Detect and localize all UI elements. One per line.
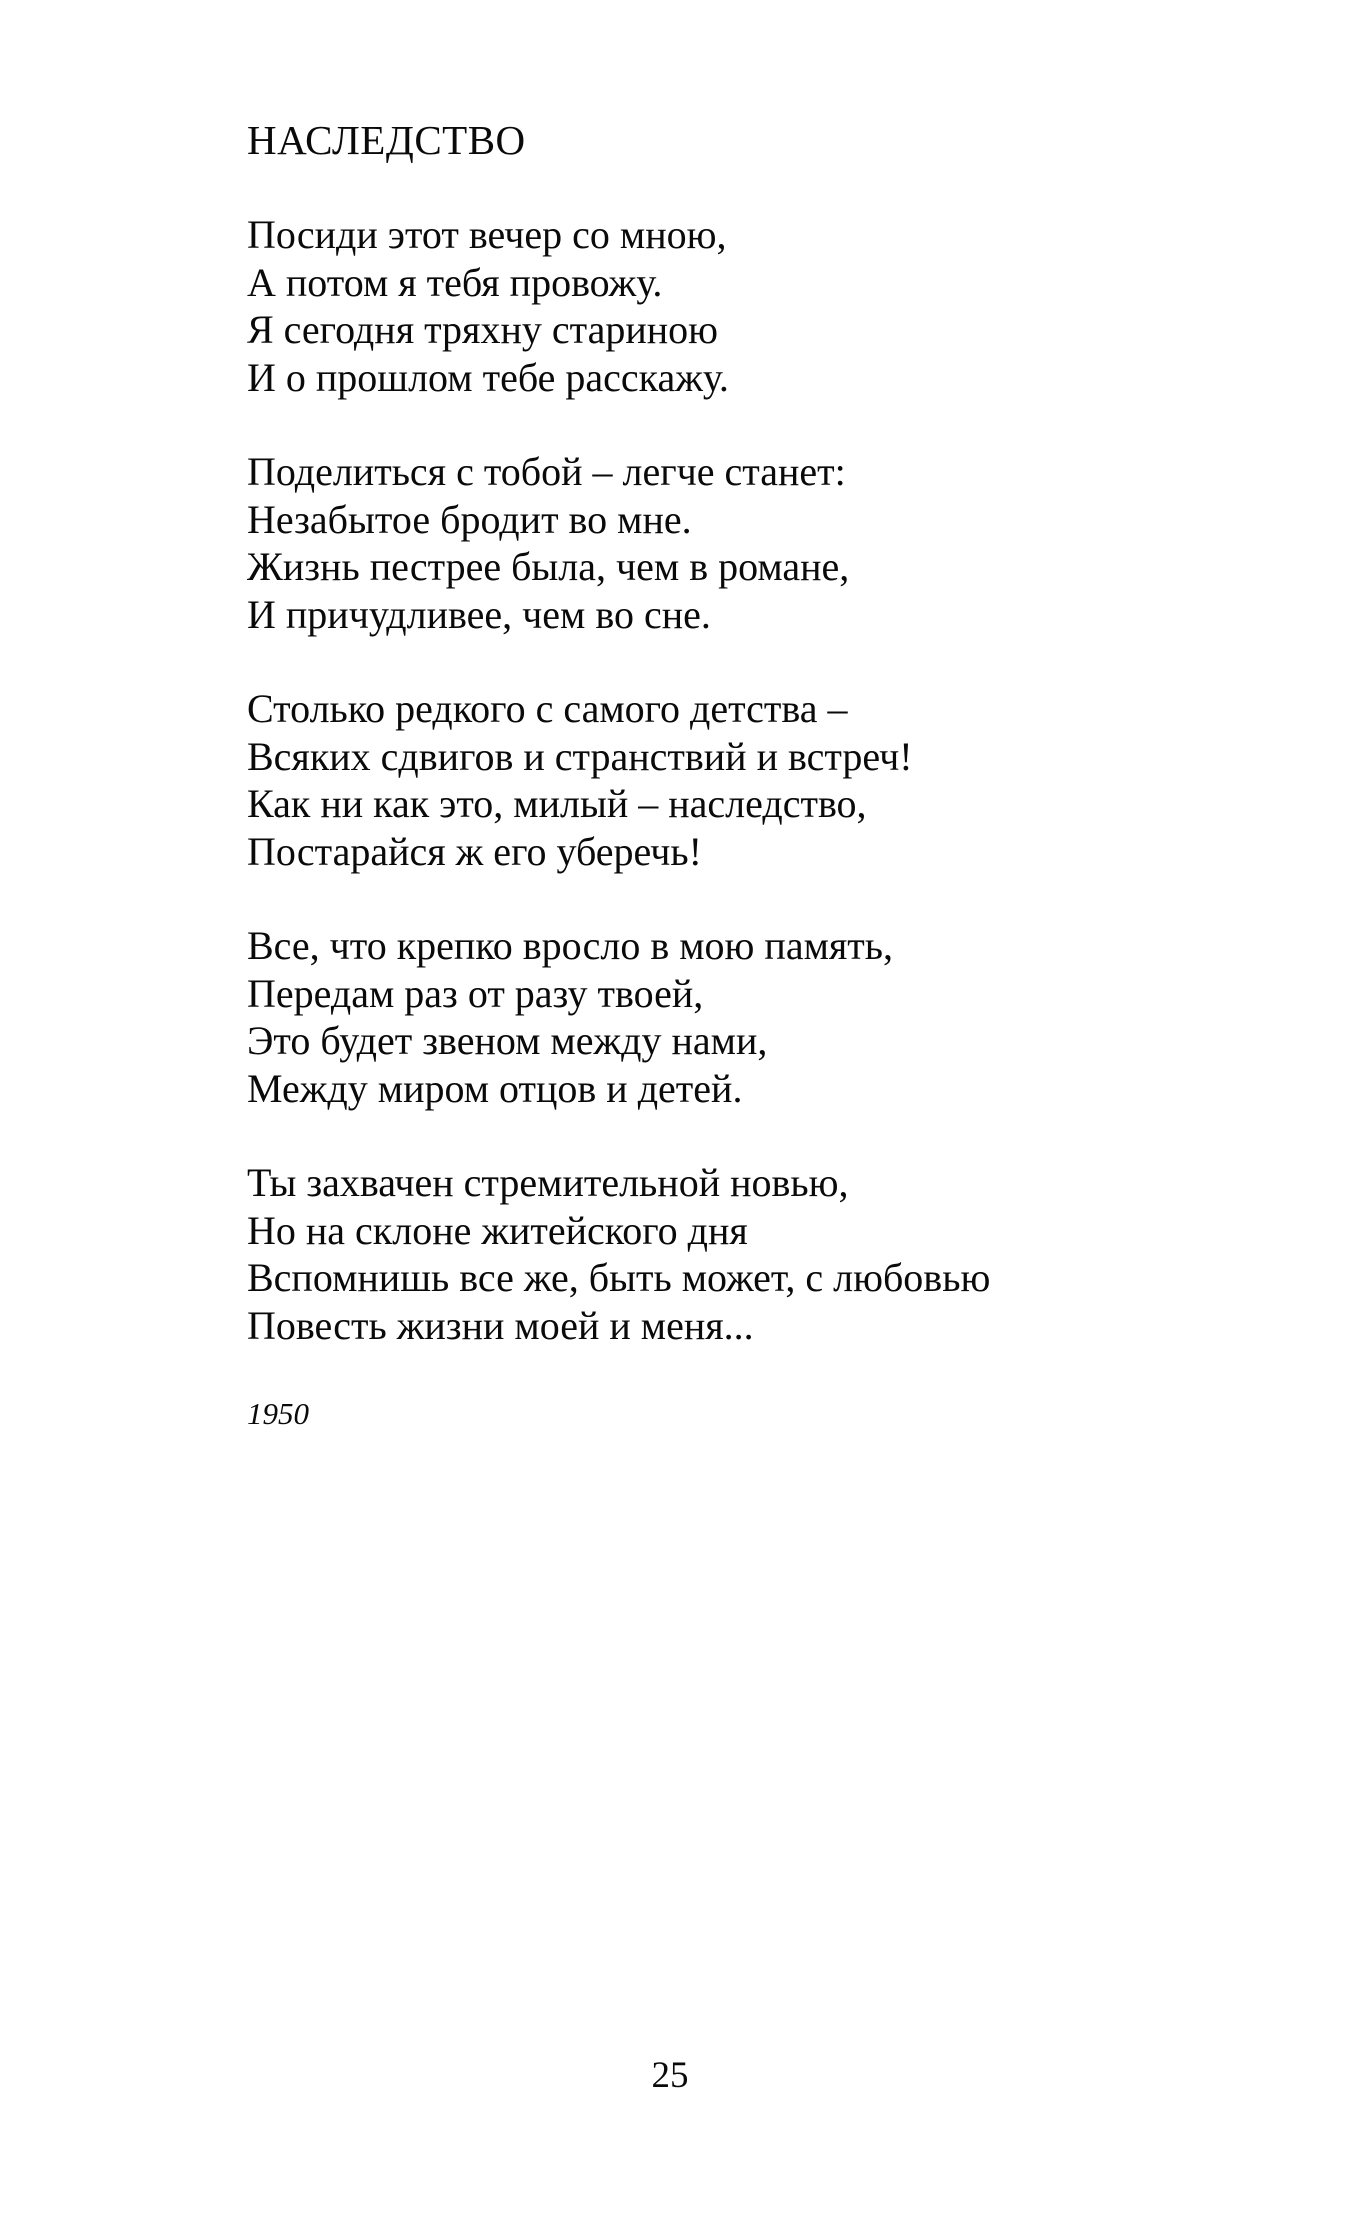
poem-line: И причудливее, чем во сне. bbox=[247, 591, 711, 637]
poem-line: Поделиться с тобой – легче станет: bbox=[247, 449, 846, 494]
poem-line: Столько редкого с самого детства – bbox=[247, 686, 848, 731]
page-number: 25 bbox=[651, 2055, 689, 2096]
poem-line: Я сегодня тряхну стариною bbox=[247, 307, 719, 352]
poem-line: Как ни как это, милый – наследство, bbox=[247, 781, 867, 826]
poem-line: А потом я тебя провожу. bbox=[247, 259, 663, 305]
poem-line: Ты захвачен стремительной новью, bbox=[247, 1160, 849, 1205]
poem-line: Но на склоне житейского дня bbox=[247, 1207, 748, 1253]
poem-line: Постарайся ж его уберечь! bbox=[247, 828, 702, 874]
stanza bbox=[247, 211, 1307, 401]
stanza bbox=[247, 922, 1307, 1112]
poem-body bbox=[247, 211, 1307, 1396]
poem-line: Посиди этот вечер со мною, bbox=[247, 212, 727, 257]
poem-line: И о прошлом тебе расскажу. bbox=[247, 354, 729, 400]
poem-line: Жизнь пестрее была, чем в романе, bbox=[247, 544, 850, 589]
poem-line: Между миром отцов и детей. bbox=[247, 1065, 743, 1111]
poem-line: Передам раз от разу твоей, bbox=[247, 970, 704, 1016]
stanza bbox=[247, 1159, 1307, 1349]
poem-line: Это будет звеном между нами, bbox=[247, 1018, 768, 1063]
poem-line: Вспомнишь все же, быть может, с любовью bbox=[247, 1255, 991, 1300]
poem-title: НАСЛЕДСТВО bbox=[247, 117, 526, 163]
poem-line: Все, что крепко вросло в мою память, bbox=[247, 923, 894, 968]
stanza bbox=[247, 685, 1307, 875]
poem-line: Всяких сдвигов и странствий и встреч! bbox=[247, 733, 913, 779]
poem-line: Повесть жизни моей и меня... bbox=[247, 1302, 754, 1348]
poem-line: Незабытое бродит во мне. bbox=[247, 496, 692, 542]
poem-date: 1950 bbox=[247, 1396, 309, 1431]
stanza bbox=[247, 448, 1307, 638]
